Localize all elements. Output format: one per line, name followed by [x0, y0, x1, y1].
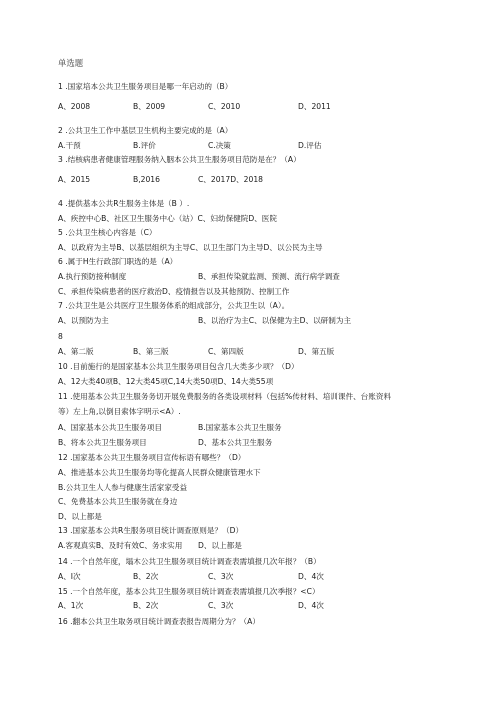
question-text: C、承担传染病患者的医疗救治D、疫情报告以及其他预防、控制工作 — [58, 287, 290, 296]
question-text: 2 .公共卫生工作中基层卫生机构主要完成的是（A） — [58, 126, 233, 135]
question-text: A、疾控中心B、社区卫生服务中心（站）C、妇幼保健院D、医院 — [58, 214, 277, 223]
question-text: 16 .翻本公共卫生取务项目统计调查表报告周期分为？（A） — [58, 617, 260, 626]
answer-option: C、3次 — [208, 572, 234, 581]
answer-option: B、2009 — [133, 102, 166, 111]
answer-option: A、第二版 — [58, 347, 94, 356]
question-text: D、以上都是 — [58, 512, 102, 521]
answer-option: B、2次 — [133, 601, 159, 610]
question-text: 1 .国家培本公共卫生服务项目是哪一年启动的（B） — [58, 82, 233, 91]
answer-option: C.决策 — [208, 141, 231, 150]
answer-option: A、1次 — [58, 601, 84, 610]
answer-option: A.干预 — [58, 141, 81, 150]
answer-option: B、将本公共卫生服务项目 — [58, 438, 147, 447]
answer-option: A.客观真实B、及时有效C、务求实用 — [58, 541, 183, 550]
answer-option: C、第四版 — [208, 347, 244, 356]
question-text: A、12大类40项B、12大类45项C,14大类50项D、14大类55项 — [58, 377, 274, 386]
question-text: 3 .结核病患者健康管理服务纳入胭本公共卫生服务项目范防是在？（A） — [58, 155, 301, 164]
question-text: 14 .一个自然年度，塌木公共卫生服务项目统计调查表需填报几次年报？（B） — [58, 557, 321, 566]
question-text: 13 .国家基本公共R生服务项目统计调查原则是？（D） — [58, 526, 244, 535]
question-text: 4 .提供基本公共R生服务主体是（B ）. — [58, 199, 190, 208]
section-title: 单选题 — [58, 58, 84, 68]
answer-option: D、4次 — [298, 601, 324, 610]
question-text: 8 — [58, 332, 63, 341]
answer-option: B,2016 — [133, 175, 160, 184]
question-text: A、推进基本公共卫生服务均等化提高人民群众健康管理水下 — [58, 468, 261, 477]
answer-option: D、基本公共卫生服务 — [198, 438, 273, 447]
answer-option: D、以上都是 — [198, 541, 242, 550]
question-text: 11 .使用基本公共卫生服务务切开展免费服务的各类设项材料（包括%传材料、培训课件、台账资料 — [58, 392, 392, 401]
answer-option: B.评价 — [133, 141, 156, 150]
answer-option: A、I次 — [58, 572, 81, 581]
answer-option: B、以治疗为主C、以保健为主D、以研制为主 — [198, 316, 352, 325]
answer-option: B、承担传染就监测、预测、流行病学调查 — [198, 272, 340, 281]
answer-option: C、3次 — [208, 601, 234, 610]
question-text: 等）左上角,以倒目索体字明示<A）. — [58, 407, 181, 416]
answer-option: A、2008 — [58, 102, 91, 111]
answer-option: C、2017D、2018 — [198, 175, 263, 184]
question-text: C、免费基本公共卫生服务就在身边 — [58, 497, 178, 506]
answer-option: B、2次 — [133, 572, 159, 581]
answer-option: A、国家基本公共卫生服务项目 — [58, 423, 162, 432]
answer-option: A.执行预防接种制度 — [58, 272, 127, 281]
answer-option: B.国家基本公共卫生服务 — [198, 423, 282, 432]
answer-option: A、2015 — [58, 175, 91, 184]
question-text: 15 .一个自然年度，基本公共卫生服务项目统计调查表需填报几次季报？<C） — [58, 587, 320, 596]
question-text: 5 .公共卫生核心内容是（C） — [58, 228, 157, 237]
question-text: 10 .目前施行的是国家基本公共卫生服务项目包含几大类多少项？（D） — [58, 362, 299, 371]
answer-option: D、2011 — [298, 102, 331, 111]
question-text: A、以政府为主导B、以基层组织为主导C、以卫生部门为主导D、以公民为主导 — [58, 243, 323, 252]
question-text: 7 .公共卫生是公共医疗卫生服务体系的组成部分，公共卫生以（A）。 — [58, 301, 290, 310]
answer-option: A、以预防为主 — [58, 316, 109, 325]
question-text: 6 .属于H生行政部门职选的是（A） — [58, 257, 178, 266]
question-text: 12 .国家基本公共卫生服务项目宣传标语有哪些？（D） — [58, 453, 246, 462]
answer-option: D.评估 — [298, 141, 322, 150]
question-text: B.公共卫生人人参与健康生活家家受益 — [58, 483, 188, 492]
answer-option: D、4次 — [298, 572, 324, 581]
answer-option: D、第五版 — [298, 347, 335, 356]
answer-option: B、第三版 — [133, 347, 169, 356]
answer-option: C、2010 — [208, 102, 241, 111]
